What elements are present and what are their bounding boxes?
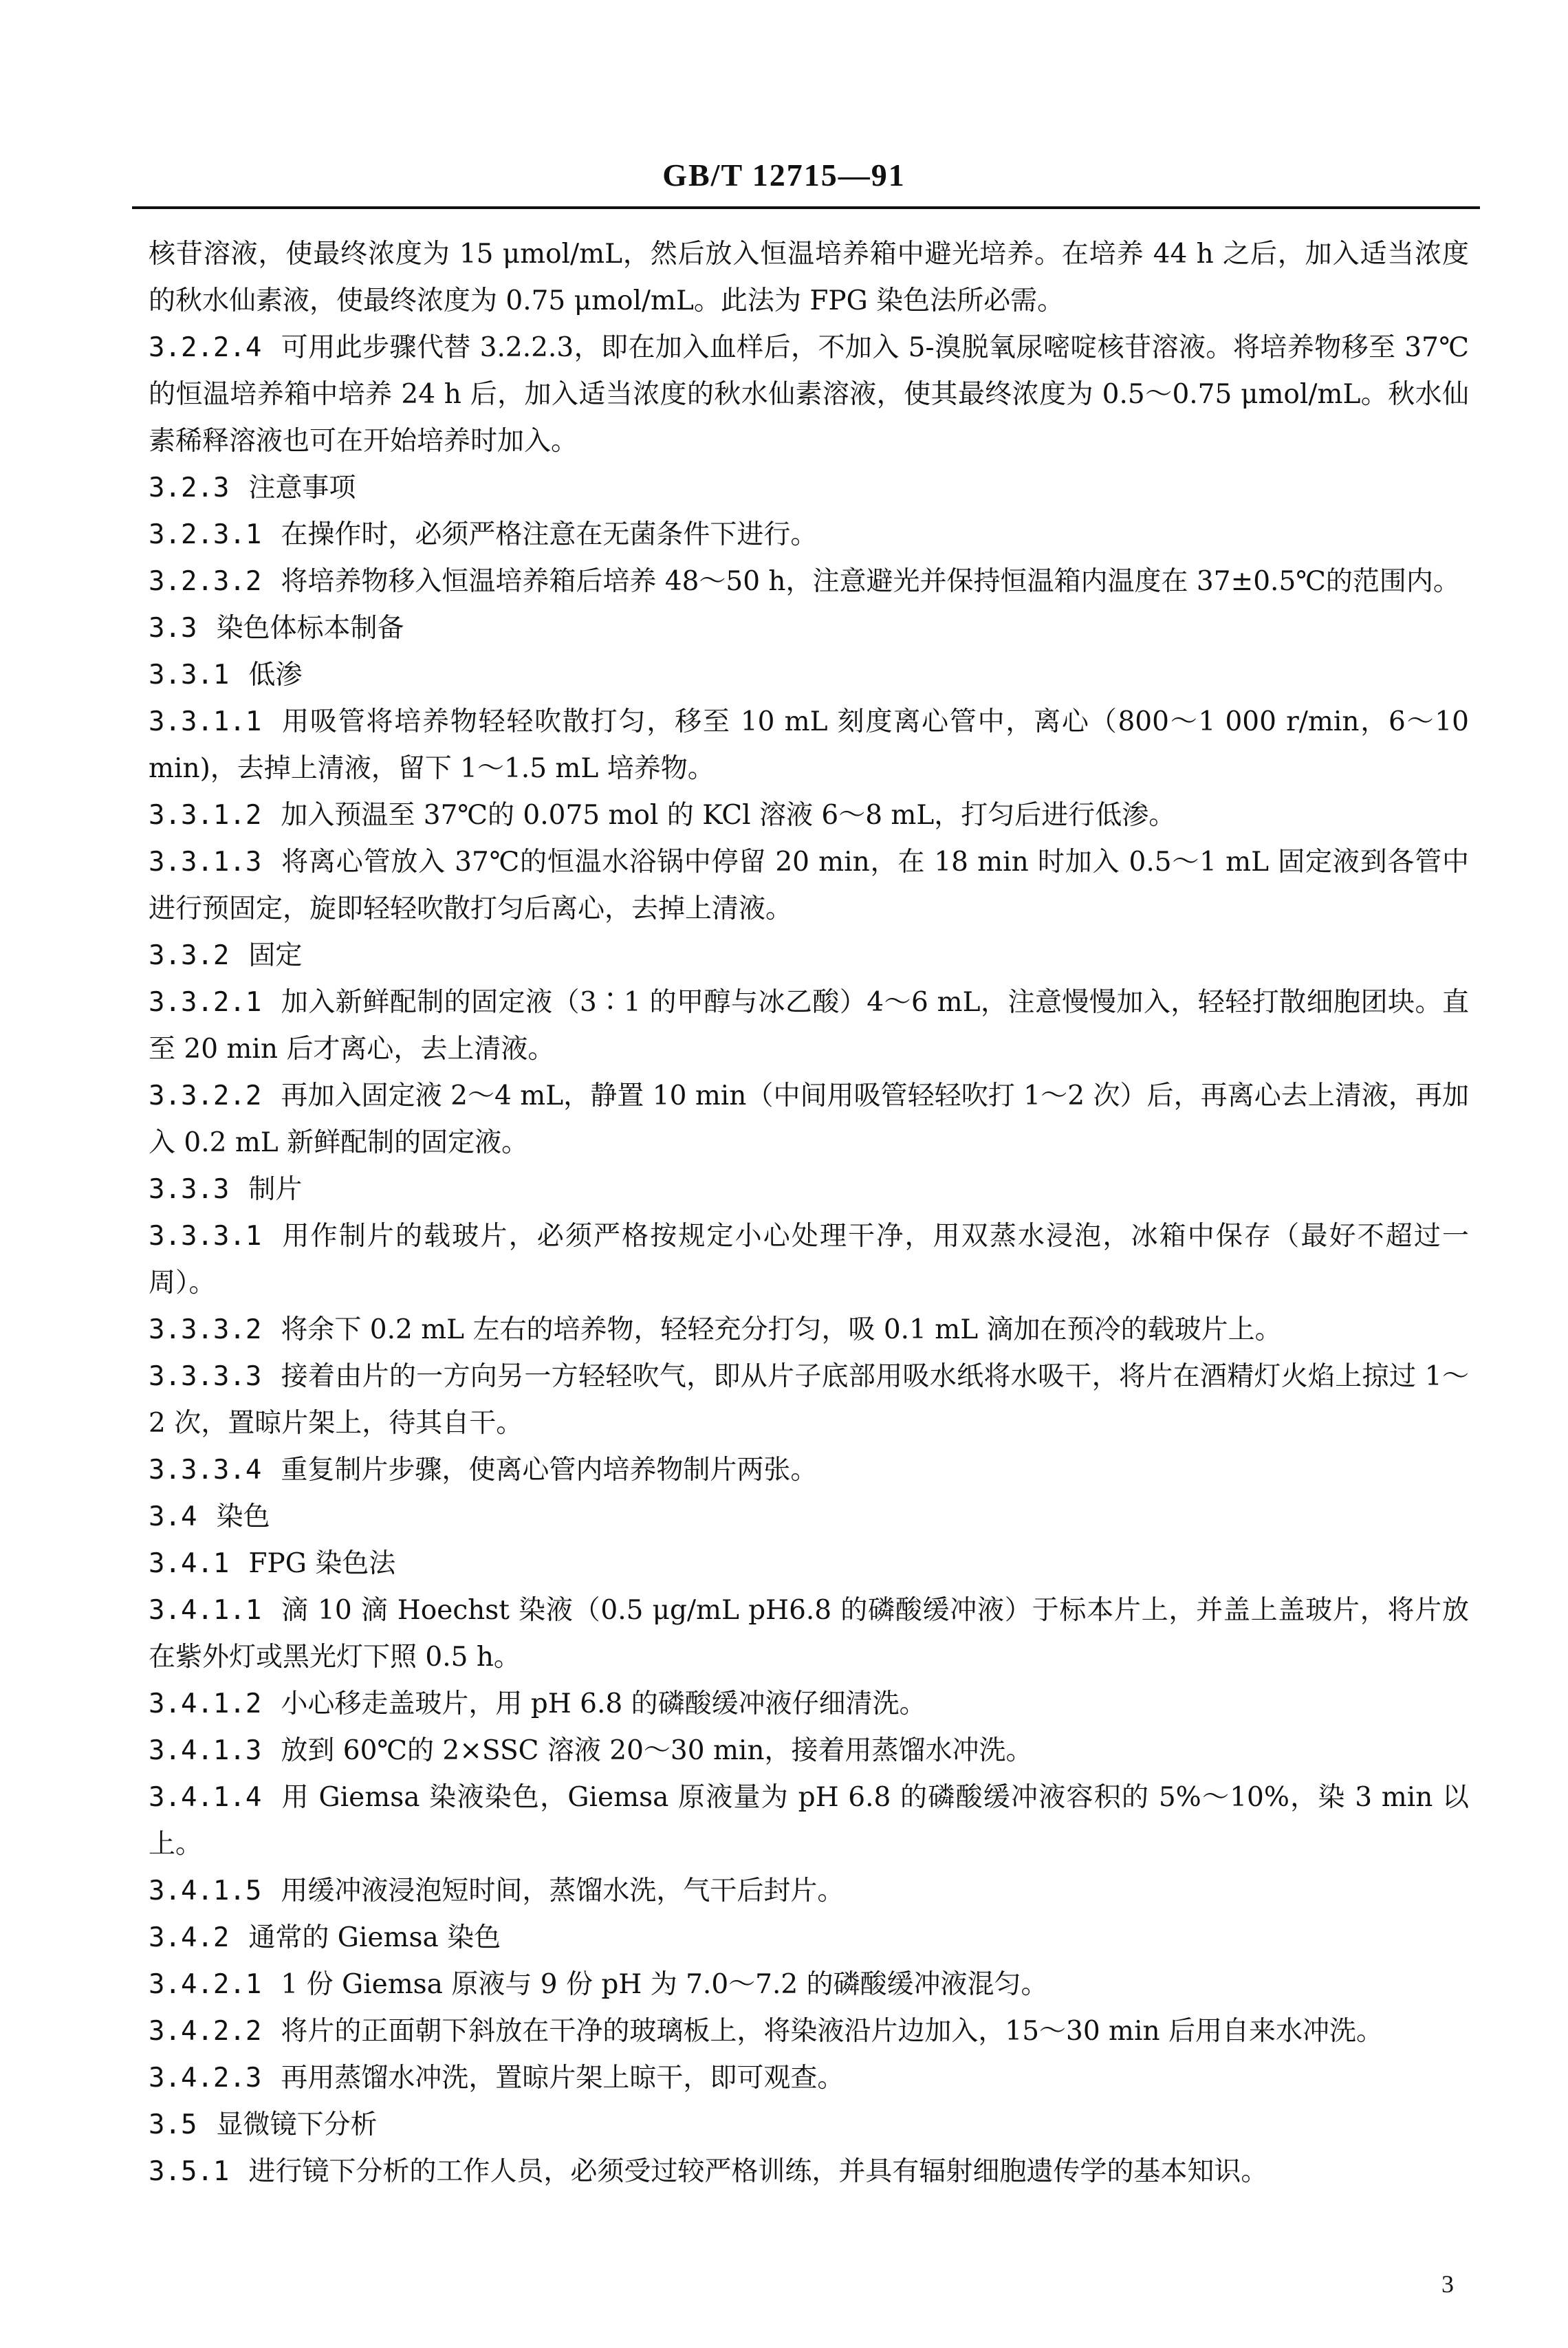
paragraph-text: 进行镜下分析的工作人员，必须受过较严格训练，并具有辐射细胞遗传学的基本知识。 (248, 2156, 1268, 2187)
heading-text: 固定 (248, 940, 303, 971)
paragraph (149, 231, 1469, 325)
clause-number: 3.4.2 (149, 1922, 230, 1953)
clause-number: 3.3.2 (149, 940, 230, 971)
paragraph-text: 用缓冲液浸泡短时间，蒸馏水洗，气干后封片。 (281, 1876, 845, 1906)
paragraph (149, 1447, 1469, 1494)
section-heading (149, 1915, 1469, 1961)
paragraph-text: 加入预温至 37℃的 0.075 mol 的 KCl 溶液 6～8 mL，打匀后进行低渗。 (281, 800, 1176, 831)
clause-number: 3.4.1.5 (149, 1876, 262, 1906)
paragraph (149, 1073, 1469, 1166)
paragraph-text: 滴 10 滴 Hoechst 染液（0.5 μg/mL pH6.8 的磷酸缓冲液）于标本片上，并盖上盖玻片，将片放在紫外灯或黑光灯下照 0.5 h。 (149, 1595, 1469, 1673)
paragraph-text: 将培养物移入恒温培养箱后培养 48～50 h，注意避光并保持恒温箱内温度在 37±0.5℃的范围内。 (281, 566, 1460, 597)
section-heading (149, 1494, 1469, 1541)
paragraph (149, 1587, 1469, 1681)
paragraph (149, 1681, 1469, 1728)
paragraph (149, 1307, 1469, 1354)
clause-number: 3.4.2.1 (149, 1969, 262, 2000)
heading-text: 注意事项 (248, 472, 356, 503)
clause-number: 3.3.3 (149, 1174, 230, 1205)
paragraph-text: 用 Giemsa 染液染色，Giemsa 原液量为 pH 6.8 的磷酸缓冲液容积的 5%～10%，染 3 min 以上。 (149, 1782, 1469, 1860)
clause-number: 3.5 (149, 2109, 197, 2140)
clause-number: 3.3.1 (149, 660, 230, 691)
clause-number: 3.2.3.1 (149, 519, 262, 550)
section-heading (149, 933, 1469, 979)
paragraph-text: 在操作时，必须严格注意在无菌条件下进行。 (281, 519, 818, 550)
paragraph-text: 再加入固定液 2～4 mL，静置 10 min（中间用吸管轻轻吹打 1～2 次）后，再离心去上清液，再加入 0.2 mL 新鲜配制的固定液。 (149, 1080, 1469, 1158)
paragraph-text: 用吸管将培养物轻轻吹散打匀，移至 10 mL 刻度离心管中，离心（800～1 000 r/min，6～10 min)，去掉上清液，留下 1～1.5 mL 培养物。 (149, 706, 1469, 784)
paragraph (149, 1354, 1469, 1447)
section-heading (149, 2102, 1469, 2149)
clause-number: 3.4 (149, 1501, 197, 1532)
clause-number: 3.3.1.2 (149, 800, 262, 831)
heading-text: 低渗 (248, 660, 303, 691)
section-heading (149, 1541, 1469, 1587)
paragraph-text: 将片的正面朝下斜放在干净的玻璃板上，将染液沿片边加入，15～30 min 后用自来水冲洗。 (281, 2016, 1383, 2047)
clause-number: 3.2.3.2 (149, 566, 262, 597)
paragraph (149, 1213, 1469, 1307)
paragraph-text: 用作制片的载玻片，必须严格按规定小心处理干净，用双蒸水浸泡，冰箱中保存（最好不超过一周）。 (149, 1221, 1469, 1298)
section-heading (149, 652, 1469, 699)
paragraph (149, 2008, 1469, 2055)
clause-number: 3.4.1.4 (149, 1782, 262, 1813)
paragraph-text: 1 份 Giemsa 原液与 9 份 pH 为 7.0～7.2 的磷酸缓冲液混匀。 (281, 1969, 1048, 2000)
document-body (149, 231, 1469, 2195)
clause-number: 3.4.2.2 (149, 2016, 262, 2047)
paragraph (149, 1961, 1469, 2008)
section-heading (149, 465, 1469, 512)
paragraph-text: 加入新鲜配制的固定液（3∶1 的甲醇与冰乙酸）4～6 mL，注意慢慢加入，轻轻打散细胞团块。直至 20 min 后才离心，去上清液。 (149, 987, 1469, 1065)
header-divider (132, 206, 1480, 209)
paragraph-text: 放到 60℃的 2×SSC 溶液 20～30 min，接着用蒸馏水冲洗。 (281, 1735, 1033, 1766)
clause-number: 3.3.2.1 (149, 987, 262, 1018)
clause-number: 3.3.1.1 (149, 706, 262, 737)
paragraph-text: 重复制片步骤，使离心管内培养物制片两张。 (281, 1455, 818, 1486)
paragraph (149, 1868, 1469, 1915)
paragraph-text: 核苷溶液，使最终浓度为 15 μmol/mL，然后放入恒温培养箱中避光培养。在培养 44 h 之后，加入适当浓度的秋水仙素液，使最终浓度为 0.75 μmol/mL。此法为 FPG 染色法所必需。 (149, 239, 1469, 316)
clause-number: 3.4.1.2 (149, 1688, 262, 1719)
clause-number: 3.4.1 (149, 1548, 230, 1579)
paragraph (149, 558, 1469, 605)
heading-text: 通常的 Giemsa 染色 (248, 1922, 501, 1953)
heading-text: 显微镜下分析 (216, 2109, 378, 2140)
heading-text: 染色体标本制备 (216, 613, 404, 644)
clause-number: 3.3.3.3 (149, 1361, 262, 1392)
standard-code-header: GB/T 12715—91 (662, 157, 906, 193)
paragraph (149, 839, 1469, 933)
clause-number: 3.2.2.4 (149, 332, 262, 363)
clause-number: 3.3.2.2 (149, 1080, 262, 1111)
clause-number: 3.4.1.3 (149, 1735, 262, 1766)
clause-number: 3.3 (149, 613, 197, 644)
clause-number: 3.3.3.2 (149, 1314, 262, 1345)
clause-number: 3.3.3.4 (149, 1455, 262, 1486)
paragraph-text: 将余下 0.2 mL 左右的培养物，轻轻充分打匀，吸 0.1 mL 滴加在预冷的载玻片上。 (281, 1314, 1282, 1345)
heading-text: 染色 (216, 1501, 270, 1532)
paragraph (149, 512, 1469, 558)
paragraph-text: 小心移走盖玻片，用 pH 6.8 的磷酸缓冲液仔细清洗。 (281, 1688, 926, 1719)
page-number: 3 (1441, 2270, 1454, 2298)
paragraph-text: 接着由片的一方向另一方轻轻吹气，即从片子底部用吸水纸将水吸干，将片在酒精灯火焰上掠过 1～2 次，置晾片架上，待其自干。 (149, 1361, 1469, 1439)
clause-number: 3.4.2.3 (149, 2063, 262, 2094)
paragraph-text: 可用此步骤代替 3.2.2.3，即在加入血样后，不加入 5-溴脱氧尿嘧啶核苷溶液。将培养物移至 37℃的恒温培养箱中培养 24 h 后，加入适当浓度的秋水仙素溶液，使其最终浓度为 0.5～0.75 μmol/mL。秋水仙素稀释溶液也可在开始培养时加入。 (149, 332, 1469, 457)
clause-number: 3.5.1 (149, 2156, 230, 2187)
paragraph-text: 再用蒸馏水冲洗，置晾片架上晾干，即可观查。 (281, 2063, 845, 2094)
paragraph (149, 699, 1469, 792)
section-heading (149, 1166, 1469, 1213)
paragraph (149, 2149, 1469, 2195)
heading-text: FPG 染色法 (248, 1548, 396, 1579)
clause-number: 3.3.1.3 (149, 847, 262, 878)
clause-number: 3.3.3.1 (149, 1221, 262, 1252)
paragraph (149, 325, 1469, 465)
clause-number: 3.2.3 (149, 472, 230, 503)
paragraph (149, 792, 1469, 839)
paragraph (149, 1774, 1469, 1868)
paragraph (149, 2055, 1469, 2102)
paragraph (149, 979, 1469, 1073)
paragraph (149, 1728, 1469, 1774)
section-heading (149, 605, 1469, 652)
heading-text: 制片 (248, 1174, 303, 1205)
paragraph-text: 将离心管放入 37℃的恒温水浴锅中停留 20 min，在 18 min 时加入 0.5～1 mL 固定液到各管中进行预固定，旋即轻轻吹散打匀后离心，去掉上清液。 (149, 847, 1469, 924)
clause-number: 3.4.1.1 (149, 1595, 262, 1626)
